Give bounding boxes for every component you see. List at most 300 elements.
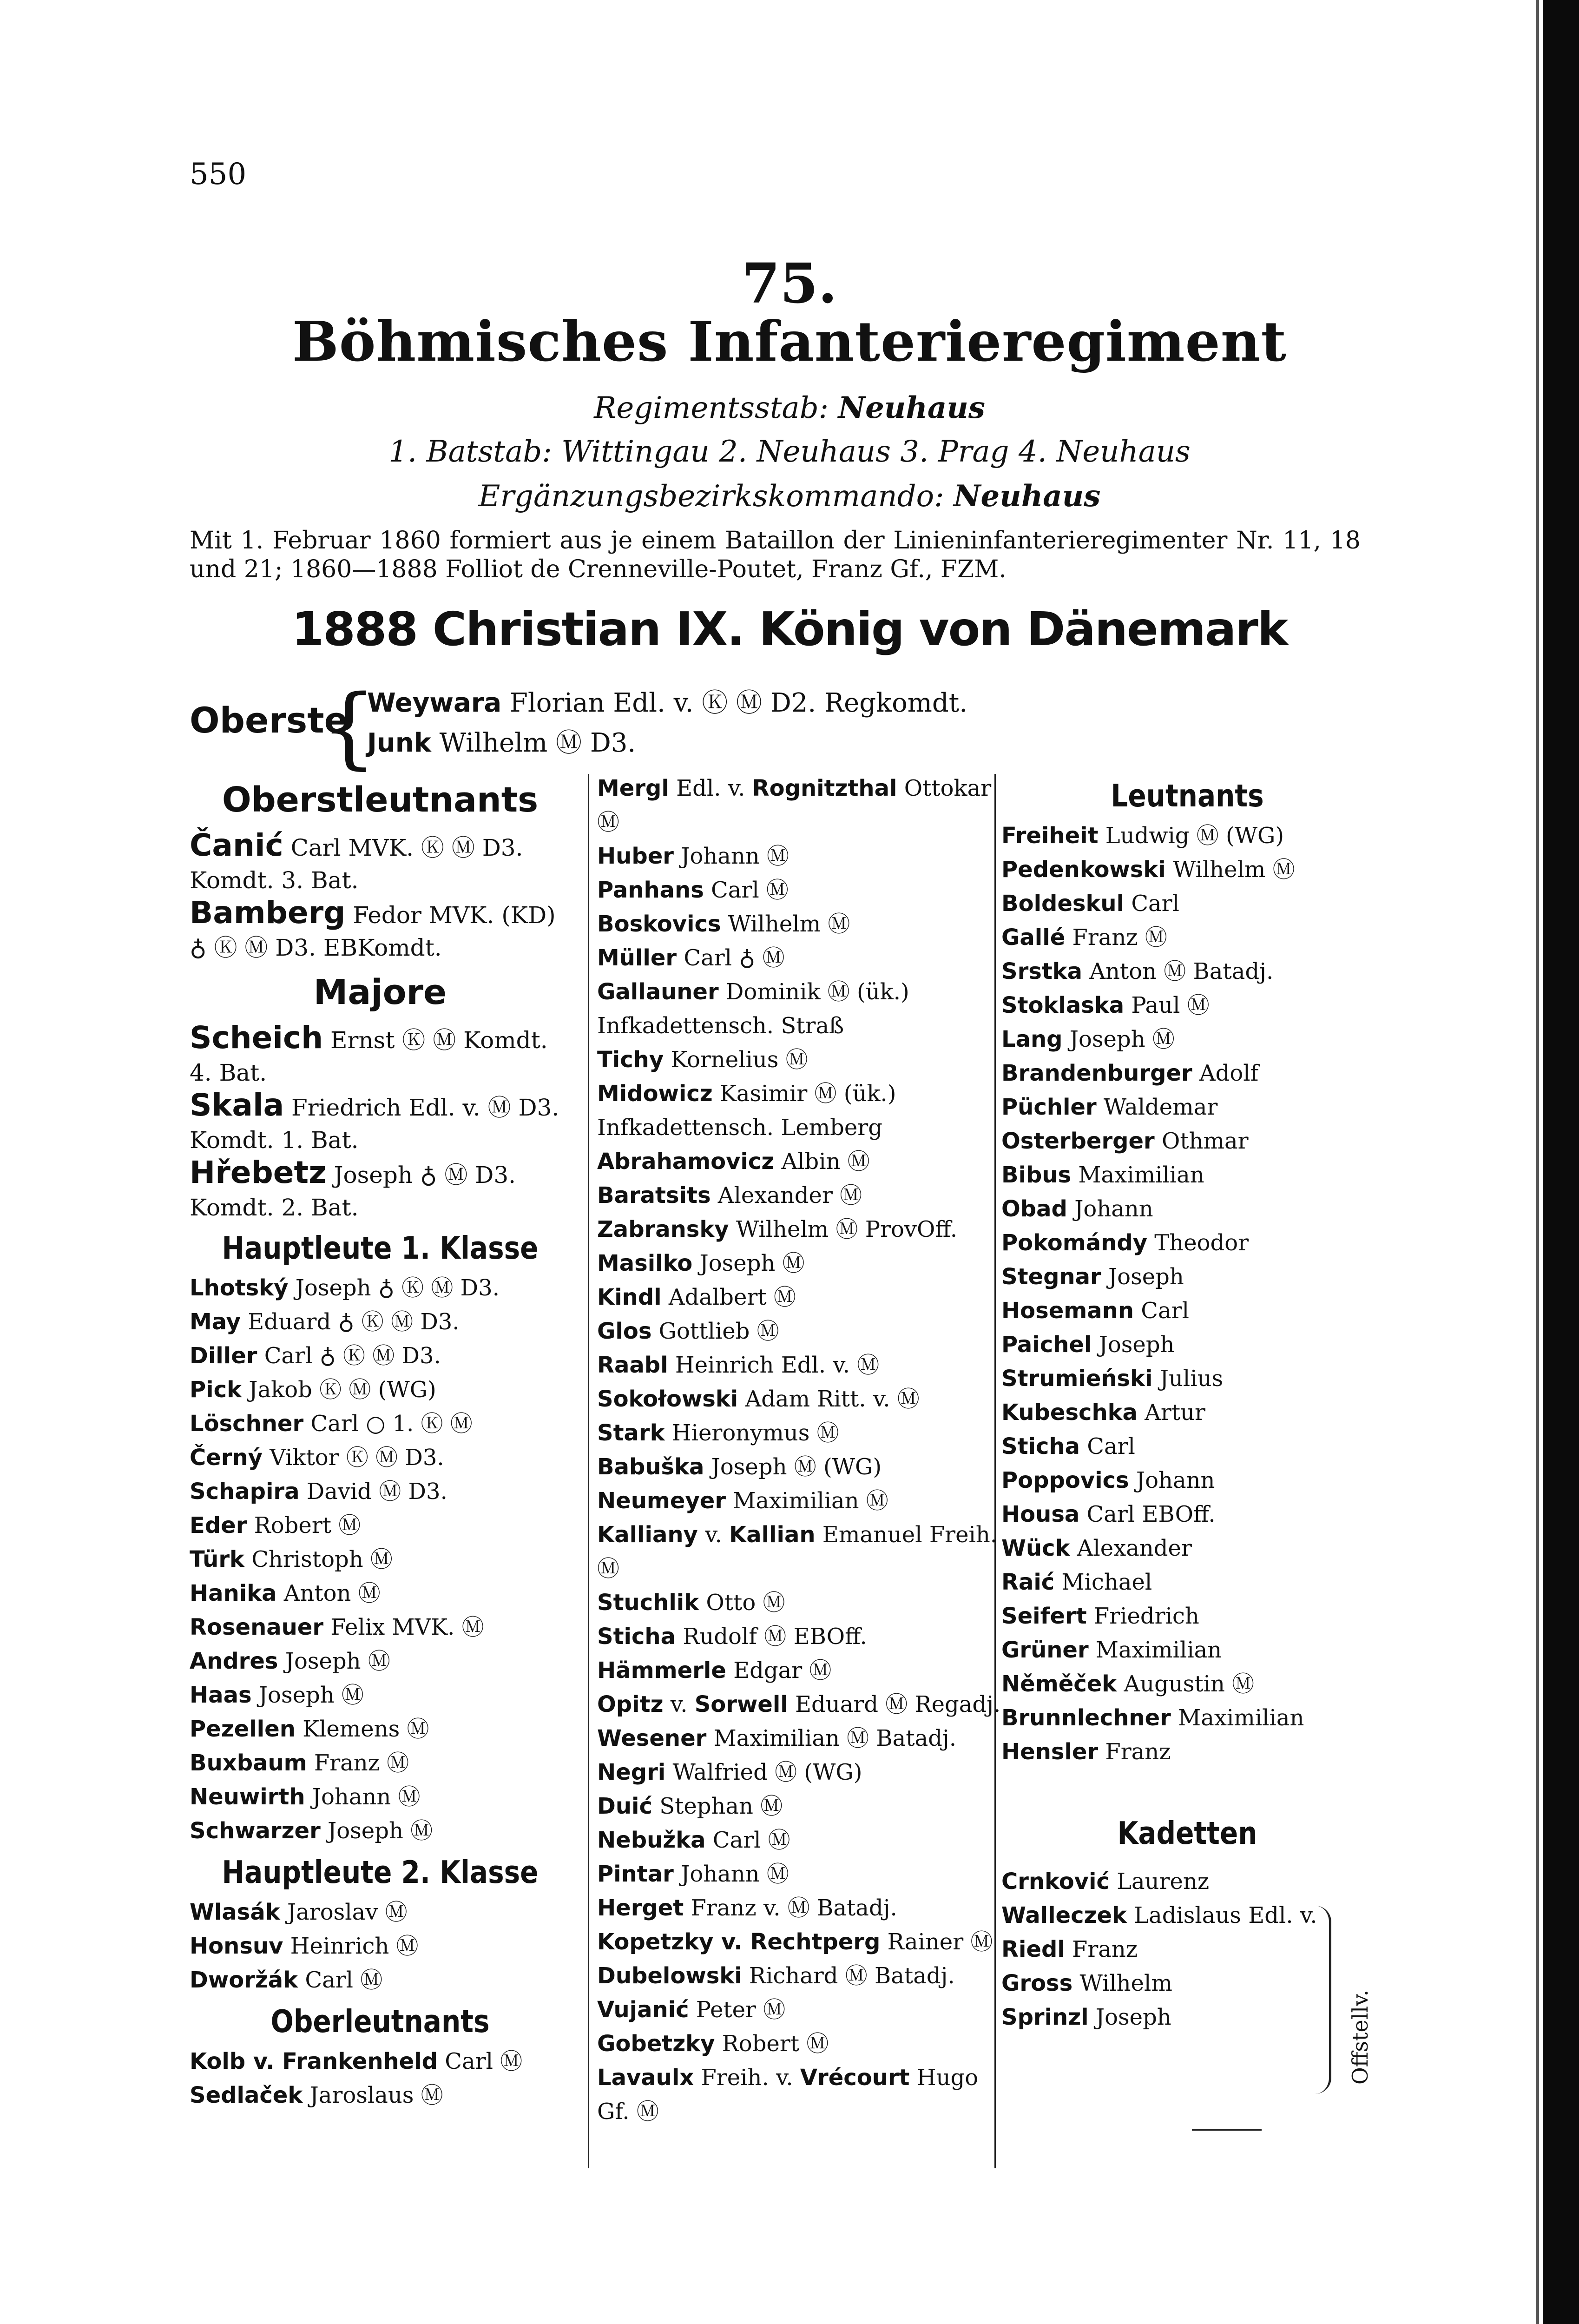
entry-name: Hämmerle — [597, 1657, 726, 1684]
entry-name: Brunnlechner — [1001, 1705, 1171, 1731]
list-item — [190, 1895, 571, 1929]
entry-name: Pintar — [597, 1861, 674, 1887]
entry-name: Sprinzl — [1001, 2004, 1089, 2030]
entry-details: Stephan Ⓜ — [659, 1793, 783, 1819]
entry-details: Maximilian — [1095, 1637, 1222, 1663]
entry-name: Pokomándy — [1001, 1230, 1147, 1256]
list-item — [1001, 1396, 1373, 1430]
list-item — [597, 975, 1001, 1043]
list-item — [190, 1712, 571, 1746]
entry-details: Franz v. Ⓜ Batadj. — [691, 1895, 897, 1921]
list-item — [597, 907, 1001, 941]
entry-details: Maximilian Ⓜ — [733, 1488, 888, 1514]
list-item — [597, 1213, 1001, 1247]
entry-name: Andres — [190, 1648, 278, 1674]
entry-name: Gross — [1001, 1970, 1073, 1996]
list-item — [597, 1620, 1001, 1654]
section-heading-hauptleute-1: Hauptleute 1. Klasse — [222, 1229, 539, 1267]
list-item — [1001, 1362, 1373, 1396]
list-item — [597, 1518, 1001, 1586]
list-item — [1001, 1090, 1373, 1124]
list-item — [1001, 1667, 1373, 1701]
list-item — [1001, 1158, 1373, 1192]
entry-details: Ernst Ⓚ Ⓜ Komdt. 4. Bat. — [190, 1027, 548, 1086]
section-heading-oberstleutnants: Oberstleutnants — [222, 780, 539, 820]
regiment-number: 75. — [742, 251, 837, 316]
entry-name: Negri — [597, 1759, 666, 1785]
entry-name: Diller — [190, 1343, 257, 1369]
entry-details: Heinrich Edl. v. Ⓜ — [675, 1352, 880, 1378]
entry-name: Türk — [190, 1546, 244, 1572]
section-heading-hauptleute-2: Hauptleute 2. Klasse — [222, 1854, 539, 1891]
list-item — [597, 1857, 1001, 1891]
entry-details: Carl ♁ Ⓚ Ⓜ D3. — [264, 1343, 441, 1369]
entry-name: Masilko — [597, 1250, 693, 1276]
column-3 — [1001, 772, 1373, 2034]
entry-details: Freih. v. — [701, 2065, 793, 2091]
entry-name: Srstka — [1001, 958, 1083, 984]
section-heading-leutnants: Leutnants — [1111, 777, 1264, 814]
entry-details: Ladislaus Edl. v. — [1134, 1902, 1317, 1928]
entry-details: Maximilian — [1078, 1162, 1204, 1188]
entry-details: Wilhelm Ⓜ — [728, 911, 850, 937]
ergaenzung-label: Ergänzungsbezirkskommando: — [478, 479, 944, 514]
entry-details: Walfried Ⓜ (WG) — [672, 1759, 862, 1785]
entry-details: Adolf — [1199, 1060, 1259, 1086]
entry-name: Boskovics — [597, 911, 721, 937]
entry-details: Johann Ⓜ — [312, 1784, 421, 1810]
entry-name: Pick — [190, 1377, 242, 1403]
list-item — [597, 1789, 1001, 1823]
list-item — [190, 2045, 571, 2079]
list-item — [190, 897, 571, 964]
entry-name: Strumieński — [1001, 1366, 1153, 1392]
list-item — [190, 1543, 571, 1577]
entry-details: Joseph Ⓜ — [699, 1250, 805, 1276]
entry-details: Waldemar — [1103, 1094, 1218, 1120]
entry-details: Hieronymus Ⓜ — [671, 1420, 839, 1446]
entry-name: Crnković — [1001, 1868, 1110, 1895]
list-item — [1001, 887, 1373, 921]
list-item — [190, 1271, 571, 1305]
list-item — [1001, 1124, 1373, 1158]
list-item — [597, 1823, 1001, 1857]
entry-details: Wilhelm — [1079, 1970, 1172, 1996]
list-item — [1001, 1498, 1373, 1532]
entry-details: Jakob Ⓚ Ⓜ (WG) — [249, 1377, 436, 1403]
list-item — [597, 1925, 1001, 1959]
list-item — [597, 941, 1001, 975]
entry-name: Sedlaček — [190, 2082, 303, 2108]
list-item — [1001, 989, 1373, 1023]
list-item — [190, 1814, 571, 1848]
list-item — [597, 1450, 1001, 1484]
column-1 — [190, 772, 571, 2113]
entry-name: Gallauner — [597, 979, 719, 1005]
ergaenzung-value: Neuhaus — [954, 479, 1101, 514]
list-item — [597, 1688, 1001, 1722]
entry-details: Franz — [1072, 1936, 1138, 1962]
section-heading-kadetten: Kadetten — [1117, 1815, 1257, 1852]
entry-details: Laurenz — [1117, 1868, 1210, 1895]
list-item — [1001, 1023, 1373, 1056]
entry-details: Wilhelm Ⓜ D3. — [439, 728, 636, 758]
list-item — [597, 1145, 1001, 1179]
list-item — [597, 1959, 1001, 1993]
entry-name: Junk — [367, 728, 431, 758]
list-item — [597, 1484, 1001, 1518]
list-item — [1001, 1865, 1373, 1899]
list-item — [1001, 1056, 1373, 1090]
list-item — [1001, 1735, 1373, 1769]
regimentsstab-value: Neuhaus — [838, 390, 985, 425]
entry-name: Hanika — [190, 1580, 277, 1606]
entry-details: Michael — [1061, 1569, 1152, 1595]
entry-name: Kubeschka — [1001, 1400, 1138, 1426]
entry-details: Friedrich Edl. v. Ⓜ D3. Komdt. 1. Bat. — [190, 1094, 559, 1154]
list-item — [1001, 921, 1373, 955]
entry-name: Dworžák — [190, 1967, 298, 1993]
entry-name: Wesener — [597, 1725, 707, 1751]
entry-details: Anton Ⓜ — [283, 1580, 381, 1606]
entry-name: Pezellen — [190, 1716, 296, 1742]
list-item — [190, 1509, 571, 1543]
entry-name: Housa — [1001, 1501, 1080, 1527]
entry-details: Dominik Ⓜ (ük.) Infkadettensch. Straß — [597, 979, 909, 1039]
entry-details: Joseph Ⓜ — [285, 1648, 390, 1674]
entry-name: Zabransky — [597, 1216, 729, 1242]
section-heading-majore: Majore — [313, 972, 447, 1012]
entry-name: Opitz — [597, 1691, 664, 1717]
entry-details: Joseph — [1099, 1332, 1175, 1358]
entry-name: Püchler — [1001, 1094, 1097, 1120]
list-item — [190, 1339, 571, 1373]
brace-icon: { — [321, 676, 377, 779]
list-item — [190, 1746, 571, 1780]
list-item — [597, 873, 1001, 907]
list-item — [1001, 1701, 1373, 1735]
entry-details: Alexander — [1077, 1535, 1192, 1561]
list-item — [597, 1281, 1001, 1314]
entry-name: Dubelowski — [597, 1963, 742, 1989]
entry-name-2: Rognitzthal — [752, 775, 897, 801]
entry-details: Franz Ⓜ — [1072, 924, 1167, 951]
entry-details: Jaroslaus Ⓜ — [309, 2082, 443, 2108]
entry-name: Hřebetz — [190, 1155, 327, 1190]
entry-details: Edgar Ⓜ — [733, 1657, 832, 1684]
list-item — [597, 1586, 1001, 1620]
entry-details: Klemens Ⓜ — [303, 1716, 429, 1742]
entry-name: Tichy — [597, 1047, 664, 1073]
entry-name: Sokołowski — [597, 1386, 738, 1412]
entry-name: Sticha — [597, 1624, 676, 1650]
list-item — [367, 723, 967, 763]
list-item — [1001, 1633, 1373, 1667]
entry-details: Johann — [1074, 1196, 1153, 1222]
list-item — [190, 1929, 571, 1963]
entry-name: Bibus — [1001, 1162, 1072, 1188]
section-heading-oberleutnants: Oberleutnants — [270, 2003, 490, 2040]
entry-name: Stark — [597, 1420, 665, 1446]
entry-name: Scheich — [190, 1020, 323, 1056]
entry-details: Ludwig Ⓜ (WG) — [1105, 823, 1284, 849]
entry-name: Lang — [1001, 1026, 1063, 1052]
entry-details: Joseph ♁ Ⓜ D3. Komdt. 2. Bat. — [190, 1162, 516, 1221]
entry-details: Christoph Ⓜ — [251, 1546, 393, 1572]
entry-details: Carl ♁ Ⓜ — [684, 945, 785, 971]
entry-name: Obad — [1001, 1196, 1067, 1222]
entry-details: Alexander Ⓜ — [717, 1182, 862, 1208]
entry-details: Jaroslav Ⓜ — [287, 1899, 408, 1925]
entry-name: Buxbaum — [190, 1750, 307, 1776]
entry-name-2: Kallian — [729, 1522, 816, 1548]
list-item — [190, 829, 571, 897]
entry-name: Midowicz — [597, 1081, 713, 1107]
entry-name: Sticha — [1001, 1433, 1080, 1459]
entry-name: Skala — [190, 1087, 284, 1123]
entry-name: Lhotský — [190, 1275, 289, 1301]
entry-details: Rudolf Ⓜ EBOff. — [683, 1624, 867, 1650]
list-item — [1001, 1294, 1373, 1328]
entry-name: Stoklaska — [1001, 992, 1125, 1018]
list-item — [190, 1475, 571, 1509]
entry-name: Osterberger — [1001, 1128, 1155, 1154]
list-item — [190, 1963, 571, 1997]
entry-details: Carl ○ 1. Ⓚ Ⓜ — [310, 1411, 473, 1437]
entry-name: Kopetzky v. Rechtperg — [597, 1929, 881, 1955]
entry-name: Poppovics — [1001, 1467, 1129, 1493]
list-item — [597, 772, 1001, 839]
entry-name: Raabl — [597, 1352, 668, 1378]
entry-name: Walleczek — [1001, 1902, 1127, 1928]
list-item — [597, 1891, 1001, 1925]
entry-details-2: Ottokar Ⓜ — [597, 775, 992, 835]
entry-name: Pedenkowski — [1001, 857, 1166, 883]
list-item — [190, 1305, 571, 1339]
entry-name: Kolb v. Frankenheld — [190, 2048, 438, 2074]
entry-details: Adam Ritt. v. Ⓜ — [745, 1386, 920, 1412]
entry-details: Adalbert Ⓜ — [668, 1284, 796, 1310]
entry-details: Robert Ⓜ — [254, 1512, 361, 1538]
list-item — [597, 1382, 1001, 1416]
entry-details: Artur — [1145, 1400, 1205, 1426]
entry-details: Joseph ♁ Ⓚ Ⓜ D3. — [295, 1275, 500, 1301]
entry-details: Theodor — [1154, 1230, 1249, 1256]
entry-details: Anton Ⓜ Batadj. — [1089, 958, 1274, 984]
entry-name: Hosemann — [1001, 1298, 1134, 1324]
entry-details: Friedrich — [1093, 1603, 1199, 1629]
entry-name: Duić — [597, 1793, 652, 1819]
entry-details: Joseph — [1108, 1264, 1184, 1290]
list-item — [1001, 1192, 1373, 1226]
entry-details: Carl Ⓜ — [445, 2048, 523, 2074]
entry-name: Haas — [190, 1682, 252, 1708]
entry-details: Albin Ⓜ — [781, 1149, 870, 1175]
entry-name: Brandenburger — [1001, 1060, 1192, 1086]
list-item — [1001, 1464, 1373, 1498]
kadetten-brace — [1315, 1906, 1331, 2094]
oberste-list — [367, 683, 967, 763]
list-item — [597, 2027, 1001, 2061]
entry-name: Huber — [597, 843, 674, 869]
list-item — [1001, 1899, 1327, 1933]
entry-name: Nebužka — [597, 1827, 706, 1853]
column-2 — [597, 772, 1001, 2129]
list-item — [190, 1577, 571, 1611]
entry-details: v. — [670, 1691, 688, 1717]
page-number: 550 — [190, 157, 247, 191]
entry-name: Černý — [190, 1445, 263, 1471]
entry-details: Edl. v. — [676, 775, 745, 801]
entry-details: Otto Ⓜ — [706, 1590, 785, 1616]
entry-name: Glos — [597, 1318, 652, 1344]
entry-name: Čanić — [190, 827, 283, 863]
entry-details: Carl — [1087, 1433, 1135, 1459]
entry-name: Wlasák — [190, 1899, 280, 1925]
entry-name: Wück — [1001, 1535, 1070, 1561]
entry-name: Kalliany — [597, 1522, 698, 1548]
entry-name: Eder — [190, 1512, 247, 1538]
ergaenzung — [0, 479, 1579, 514]
entry-details: Johann — [1136, 1467, 1215, 1493]
entry-details: Carl EBOff. — [1086, 1501, 1216, 1527]
entry-name: Neuwirth — [190, 1784, 305, 1810]
list-item — [597, 1654, 1001, 1688]
entry-name: Vujanić — [597, 1997, 689, 2023]
entry-name: Herget — [597, 1895, 684, 1921]
entry-details: Johann Ⓜ — [681, 1861, 789, 1887]
entry-details: Carl — [1141, 1298, 1189, 1324]
list-item — [597, 839, 1001, 873]
entry-details: Peter Ⓜ — [696, 1997, 786, 2023]
list-item — [1001, 1430, 1373, 1464]
patron-heading: 1888 Christian IX. König von Dänemark — [291, 602, 1288, 656]
entry-name: Rosenauer — [190, 1614, 324, 1640]
entry-name: Freiheit — [1001, 823, 1099, 849]
entry-name: Schapira — [190, 1479, 300, 1505]
entry-name: Seifert — [1001, 1603, 1087, 1629]
entry-details: Carl Ⓜ — [712, 1827, 790, 1853]
entry-details: Viktor Ⓚ Ⓜ D3. — [270, 1445, 444, 1471]
entry-name: Babuška — [597, 1454, 704, 1480]
entry-details: Richard Ⓜ Batadj. — [749, 1963, 955, 1989]
entry-details: Maximilian — [1178, 1705, 1304, 1731]
entry-details: Gottlieb Ⓜ — [658, 1318, 779, 1344]
entry-name: Stegnar — [1001, 1264, 1101, 1290]
entry-details: Augustin Ⓜ — [1124, 1671, 1255, 1697]
entry-details: Rainer Ⓜ — [887, 1929, 993, 1955]
entry-details: Carl Ⓜ — [305, 1967, 383, 1993]
list-item — [597, 1043, 1001, 1077]
list-item — [190, 1441, 571, 1475]
entry-details: Carl MVK. Ⓚ Ⓜ D3. Komdt. 3. Bat. — [190, 834, 523, 894]
entry-name: Mergl — [597, 775, 669, 801]
list-item — [597, 1179, 1001, 1213]
list-item — [597, 1756, 1001, 1789]
entry-name: Schwarzer — [190, 1818, 321, 1844]
history-paragraph: Mit 1. Februar 1860 formiert aus je einem Bataillon der Linieninfanterieregimenter Nr. 11, 18 und 21; 1860—1888 Folliot de Crenneville-Poutet, Franz Gf., FZM. — [190, 527, 1361, 583]
entry-details: Carl — [1131, 891, 1179, 917]
entry-details: Felix MVK. Ⓜ — [330, 1614, 484, 1640]
entry-name: Gobetzky — [597, 2031, 715, 2057]
entry-details-2: Hugo Gf. Ⓜ — [597, 2065, 979, 2125]
list-item — [190, 1678, 571, 1712]
entry-details: Joseph Ⓜ — [1069, 1026, 1175, 1052]
list-item — [597, 1348, 1001, 1382]
entry-name: Lavaulx — [597, 2065, 694, 2091]
list-item — [1001, 1532, 1373, 1565]
oberste-label: Oberste — [190, 700, 349, 741]
entry-name: Hensler — [1001, 1739, 1099, 1765]
entry-name-2: Sorwell — [694, 1691, 788, 1717]
entry-details: Othmar — [1161, 1128, 1249, 1154]
entry-details: Joseph Ⓜ (WG) — [711, 1454, 882, 1480]
batstab: 1. Batstab: Wittingau 2. Neuhaus 3. Prag 4. Neuhaus — [388, 435, 1191, 469]
list-item — [367, 683, 967, 723]
entry-details: Julius — [1159, 1366, 1224, 1392]
entry-details: Franz — [1105, 1739, 1171, 1765]
entry-details: Carl Ⓜ — [711, 877, 789, 903]
entry-name: Weywara — [367, 688, 502, 718]
list-item — [1001, 1260, 1373, 1294]
list-item — [190, 1780, 571, 1814]
end-rule — [1192, 2129, 1262, 2131]
entry-name: Kindl — [597, 1284, 662, 1310]
entry-name: Boldeskul — [1001, 891, 1125, 917]
entry-details-2: Emanuel Freih. Ⓜ — [597, 1522, 997, 1582]
entry-name: Gallé — [1001, 924, 1066, 951]
list-item — [190, 1373, 571, 1407]
kadetten-side-label: Offstellv. — [1348, 1989, 1373, 2085]
entry-details: Joseph Ⓜ — [328, 1818, 433, 1844]
entry-details: David Ⓜ D3. — [306, 1479, 447, 1505]
entry-name: Riedl — [1001, 1936, 1065, 1962]
list-item — [1001, 1328, 1373, 1362]
entry-name: Bamberg — [190, 895, 346, 931]
entry-details: Florian Edl. v. Ⓚ Ⓜ D2. Regkomdt. — [510, 688, 968, 718]
entry-name-2: Vrécourt — [800, 2065, 910, 2091]
list-item — [597, 1416, 1001, 1450]
entry-details: Joseph — [1095, 2004, 1171, 2030]
entry-name: Müller — [597, 945, 677, 971]
entry-details: v. — [705, 1522, 722, 1548]
list-item — [597, 1314, 1001, 1348]
entry-details-2: Eduard Ⓜ Regadj. — [795, 1691, 1001, 1717]
list-item — [190, 1611, 571, 1644]
entry-name: Honsuv — [190, 1933, 283, 1959]
column-divider — [588, 774, 589, 2168]
entry-name: Panhans — [597, 877, 704, 903]
entry-details: Eduard ♁ Ⓚ Ⓜ D3. — [248, 1309, 460, 1335]
list-item — [1001, 1599, 1373, 1633]
entry-name: Něměček — [1001, 1671, 1117, 1697]
list-item — [190, 2079, 571, 2113]
list-item — [1001, 819, 1373, 853]
entry-details: Johann Ⓜ — [681, 843, 789, 869]
entry-name: Raić — [1001, 1569, 1055, 1595]
regimentsstab — [0, 390, 1579, 425]
entry-name: Neumeyer — [597, 1488, 726, 1514]
regimentsstab-label: Regimentsstab: — [594, 391, 829, 425]
list-item — [1001, 1565, 1373, 1599]
entry-details: Fedor MVK. (KD) ♁ Ⓚ Ⓜ D3. EBKomdt. — [190, 902, 556, 961]
entry-name: Baratsits — [597, 1182, 711, 1208]
entry-details: Franz Ⓜ — [314, 1750, 409, 1776]
entry-details: Paul Ⓜ — [1131, 992, 1210, 1018]
list-item — [1001, 955, 1373, 989]
list-item — [597, 1247, 1001, 1281]
list-item — [190, 1407, 571, 1441]
